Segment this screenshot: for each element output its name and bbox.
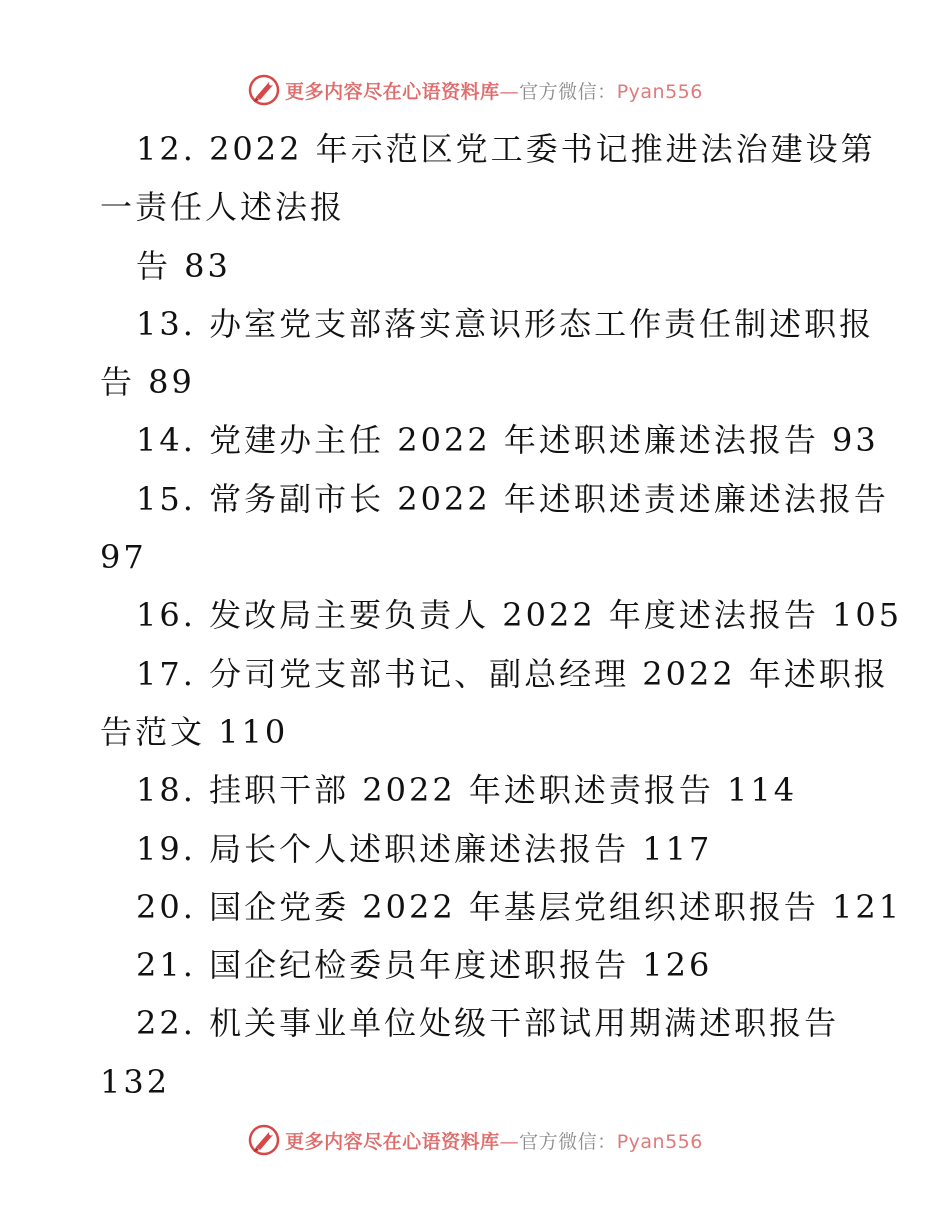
watermark-text bbox=[285, 1127, 703, 1154]
toc-line: 一责任人述法报 bbox=[100, 188, 346, 227]
watermark-account: Pyan556 bbox=[616, 80, 703, 103]
toc-line: 18. 挂职干部 2022 年述职述责报告 114 bbox=[136, 771, 798, 810]
pen-logo-icon bbox=[247, 1123, 281, 1157]
toc-line: 22. 机关事业单位处级干部试用期满述职报告 bbox=[136, 1004, 840, 1043]
toc-line: 14. 党建办主任 2022 年述职述廉述法报告 93 bbox=[136, 421, 879, 460]
watermark-label: 官方微信： bbox=[519, 1130, 617, 1153]
toc-line: 15. 常务副市长 2022 年述职述责述廉述法报告 bbox=[136, 479, 889, 518]
toc-line: 告 89 bbox=[100, 363, 195, 402]
watermark-text bbox=[285, 77, 703, 104]
watermark-dash: — bbox=[499, 1130, 520, 1153]
toc-line: 20. 国企党委 2022 年基层党组织述职报告 121 bbox=[136, 887, 903, 926]
watermark-account: Pyan556 bbox=[616, 1130, 703, 1153]
pen-logo-icon bbox=[247, 73, 281, 107]
toc-line: 12. 2022 年示范区党工委书记推进法治建设第 bbox=[136, 130, 876, 168]
toc-list bbox=[100, 120, 903, 1111]
toc-line: 21. 国企纪检委员年度述职报告 126 bbox=[136, 946, 713, 985]
toc-line: 告范文 110 bbox=[100, 712, 289, 751]
header-watermark bbox=[0, 70, 950, 110]
watermark-slogan: 更多内容尽在心语资料库 bbox=[285, 1130, 500, 1153]
toc-line: 16. 发改局主要负责人 2022 年度述法报告 105 bbox=[136, 596, 903, 635]
footer-watermark bbox=[0, 1120, 950, 1160]
toc-line: 13. 办室党支部落实意识形态工作责任制述职报 bbox=[136, 304, 875, 343]
toc-line: 17. 分司党支部书记、副总经理 2022 年述职报 bbox=[136, 654, 889, 693]
watermark-label: 官方微信： bbox=[519, 80, 617, 103]
toc-line: 告 83 bbox=[136, 246, 231, 285]
watermark-dash: — bbox=[499, 80, 520, 103]
toc-line: 19. 局长个人述职述廉述法报告 117 bbox=[136, 829, 713, 868]
toc-line: 132 bbox=[100, 1062, 171, 1101]
watermark-slogan: 更多内容尽在心语资料库 bbox=[285, 80, 500, 103]
toc-line: 97 bbox=[100, 538, 147, 577]
